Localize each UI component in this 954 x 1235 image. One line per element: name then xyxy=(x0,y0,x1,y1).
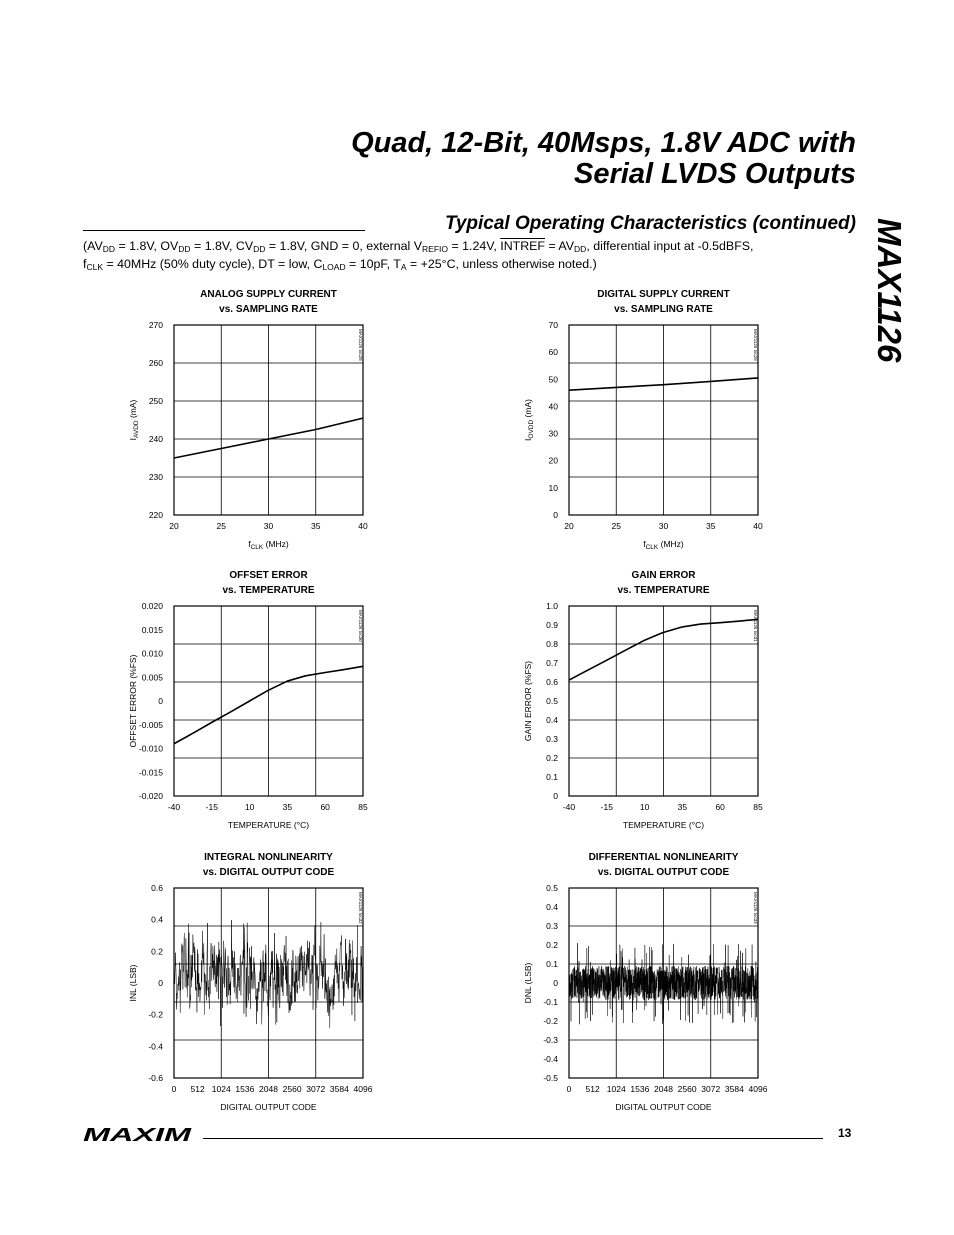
chart-code: MAX1126 toc30 xyxy=(358,610,363,642)
x-tick-label: 20 xyxy=(169,521,179,531)
x-tick-label: 512 xyxy=(585,1084,600,1094)
chart-title-line-1: INTEGRAL NONLINEARITY xyxy=(204,852,333,863)
title-line-2: Serial LVDS Outputs xyxy=(574,158,856,190)
x-tick-label: 2560 xyxy=(282,1084,302,1094)
y-tick-label: 0.3 xyxy=(546,734,558,744)
y-tick-label: 0.4 xyxy=(546,902,558,912)
footer-rule xyxy=(203,1138,823,1139)
y-tick-label: -0.1 xyxy=(543,997,558,1007)
x-tick-label: 20 xyxy=(564,521,574,531)
x-tick-label: 85 xyxy=(358,802,368,812)
x-tick-label: 60 xyxy=(715,802,725,812)
x-tick-label: 2560 xyxy=(677,1084,697,1094)
y-tick-label: -0.3 xyxy=(543,1035,558,1045)
x-tick-label: 4096 xyxy=(353,1084,373,1094)
y-axis-label: $I_{AVDD}$ (mA) xyxy=(128,399,140,441)
y-tick-label: 0.015 xyxy=(141,624,163,635)
y-tick-label: 270 xyxy=(148,320,163,330)
y-axis-label: $I_{OVDD}$ (mA) xyxy=(523,399,535,441)
chart-title-line-2: vs. DIGITAL OUTPUT CODE xyxy=(202,867,335,878)
chart-title-line-2: vs. TEMPERATURE xyxy=(617,585,710,596)
x-tick-label: 3072 xyxy=(306,1084,326,1094)
chart-gain-error xyxy=(517,566,767,836)
x-axis-label: DIGITAL OUTPUT CODE xyxy=(220,1102,317,1112)
x-tick-label: 1536 xyxy=(235,1084,255,1094)
chart-code: MAX1126 toc32 xyxy=(358,892,363,924)
section-rule xyxy=(83,230,365,231)
x-tick-label: 3584 xyxy=(329,1084,349,1094)
y-tick-label: 0 xyxy=(158,696,163,706)
x-tick-label: -15 xyxy=(205,802,218,812)
chart-integral-nonlinearity-plot xyxy=(122,848,372,1118)
y-tick-label: 240 xyxy=(148,434,163,444)
side-part-number-text: MAX1126 xyxy=(871,218,908,363)
y-tick-label: 0.4 xyxy=(546,715,558,725)
y-tick-label: 70 xyxy=(548,320,558,330)
x-tick-label: 2048 xyxy=(259,1084,278,1094)
y-tick-label: -0.020 xyxy=(138,791,163,801)
chart-integral-nonlinearity xyxy=(122,848,372,1118)
y-axis-label: DNL (LSB) xyxy=(523,962,533,1004)
y-tick-label: 250 xyxy=(148,396,163,406)
y-tick-label: 0 xyxy=(158,978,163,988)
y-tick-label: -0.5 xyxy=(543,1073,558,1083)
x-tick-label: 1024 xyxy=(211,1084,231,1094)
x-tick-label: 25 xyxy=(216,521,226,531)
chart-differential-nonlinearity-plot xyxy=(517,848,767,1118)
chart-title-line-2: vs. SAMPLING RATE xyxy=(219,304,318,315)
x-tick-label: 1024 xyxy=(606,1084,626,1094)
chart-code: MAX1126 toc29 xyxy=(753,329,758,361)
y-axis-label: OFFSET ERROR (%FS) xyxy=(128,654,138,748)
x-tick-label: 3072 xyxy=(701,1084,721,1094)
chart-title-line-1: ANALOG SUPPLY CURRENT xyxy=(200,289,337,300)
chart-digital-supply-current xyxy=(517,285,767,555)
maxim-logo-text: MAXIM xyxy=(83,1125,193,1143)
chart-title-line-1: GAIN ERROR xyxy=(631,570,696,581)
chart-title-line-2: vs. TEMPERATURE xyxy=(222,585,315,596)
x-tick-label: -40 xyxy=(562,802,576,812)
y-tick-label: 260 xyxy=(148,358,163,368)
chart-title-line-1: DIGITAL SUPPLY CURRENT xyxy=(597,289,730,300)
x-tick-label: 512 xyxy=(190,1084,205,1094)
document-title xyxy=(351,128,856,190)
chart-code: MAX1126 toc33 xyxy=(753,892,758,924)
y-tick-label: 0.5 xyxy=(546,696,558,706)
y-tick-label: -0.4 xyxy=(543,1054,558,1064)
x-tick-label: 30 xyxy=(263,521,274,531)
y-tick-label: 230 xyxy=(148,472,163,482)
y-tick-label: 0.005 xyxy=(141,672,163,683)
chart-analog-supply-current xyxy=(122,285,372,555)
y-tick-label: 0.5 xyxy=(546,883,558,893)
y-tick-label: 0.6 xyxy=(151,883,163,893)
y-tick-label: 0.8 xyxy=(546,639,558,649)
y-tick-label: 0.9 xyxy=(546,620,558,630)
operating-conditions xyxy=(83,237,856,273)
chart-offset-error-plot xyxy=(122,566,372,836)
y-tick-label: 1.0 xyxy=(546,601,558,611)
y-tick-label: 0.2 xyxy=(546,753,558,763)
y-tick-label: 0.1 xyxy=(546,772,558,782)
chart-title-line-1: OFFSET ERROR xyxy=(229,570,308,581)
y-tick-label: 0.3 xyxy=(546,921,558,931)
x-tick-label: 25 xyxy=(611,521,621,531)
x-tick-label: 2048 xyxy=(654,1084,673,1094)
x-tick-label: 40 xyxy=(358,521,368,531)
y-tick-label: -0.6 xyxy=(148,1073,163,1083)
x-axis-label: DIGITAL OUTPUT CODE xyxy=(615,1102,712,1112)
chart-offset-error xyxy=(122,566,372,836)
y-tick-label: -0.4 xyxy=(148,1041,163,1052)
y-tick-label: 0.1 xyxy=(546,959,558,969)
section-title: Typical Operating Characteristics (continued) xyxy=(444,213,856,234)
x-tick-label: 4096 xyxy=(748,1084,768,1094)
y-tick-label: 0.2 xyxy=(151,946,163,957)
chart-differential-nonlinearity xyxy=(517,848,767,1118)
y-tick-label: 30 xyxy=(548,428,558,439)
y-tick-label: 60 xyxy=(548,347,558,358)
x-tick-label: 0 xyxy=(171,1084,177,1094)
x-tick-label: 35 xyxy=(706,521,716,531)
chart-title-line-2: vs. DIGITAL OUTPUT CODE xyxy=(597,867,730,878)
chart-title-line-1: DIFFERENTIAL NONLINEARITY xyxy=(588,852,739,863)
y-tick-label: -0.010 xyxy=(138,743,163,754)
y-tick-label: 0.020 xyxy=(141,601,163,611)
y-axis-label: GAIN ERROR (%FS) xyxy=(523,660,533,742)
conditions-line-1: ($AV_{DD} = 1.8V$, $OV_{DD} = 1.8V$, $CV_{DD} = 1.8V$, GND = 0, external $V_{REFIO} = 1.24V$, INTREF = $AV_{DD}$, differential input at -0.5dBFS, xyxy=(83,239,754,254)
x-tick-label: 60 xyxy=(320,802,330,812)
x-tick-label: 40 xyxy=(753,521,763,531)
chart-digital-supply-current-plot xyxy=(517,285,767,555)
x-tick-label: 85 xyxy=(753,802,763,812)
y-tick-label: 220 xyxy=(148,510,163,520)
x-axis-label: $f_{CLK}$ (MHz) xyxy=(248,539,289,551)
x-tick-label: -15 xyxy=(600,802,613,812)
x-tick-label: 30 xyxy=(658,521,669,531)
x-tick-label: 35 xyxy=(282,802,293,812)
y-tick-label: 10 xyxy=(548,482,558,493)
y-tick-label: 50 xyxy=(548,374,558,385)
y-tick-label: -0.2 xyxy=(148,1009,163,1020)
y-tick-label: 40 xyxy=(548,401,558,412)
x-tick-label: 0 xyxy=(566,1084,572,1094)
y-tick-label: 0.7 xyxy=(546,658,558,668)
y-tick-label: 0.4 xyxy=(151,914,163,925)
chart-code: MAX1126 toc28 xyxy=(358,329,363,361)
maxim-logo xyxy=(83,1125,193,1143)
x-tick-label: 10 xyxy=(639,802,650,812)
y-tick-label: -0.005 xyxy=(138,719,163,730)
page-number: 13 xyxy=(838,1126,852,1140)
x-axis-label: $f_{CLK}$ (MHz) xyxy=(643,539,684,551)
x-tick-label: -40 xyxy=(167,802,181,812)
chart-code: MAX1126 toc31 xyxy=(753,610,758,642)
x-tick-label: 3584 xyxy=(724,1084,744,1094)
conditions-line-2: $f_{CLK} = 40MHz$ (50% duty cycle), DT = low, $C_{LOAD} = 10pF$, $T_A = +25^\circ C$, unless otherwise noted.) xyxy=(83,257,597,272)
y-tick-label: 0 xyxy=(553,791,558,801)
x-tick-label: 35 xyxy=(677,802,688,812)
y-tick-label: 0.6 xyxy=(546,677,558,687)
chart-analog-supply-current-plot xyxy=(122,285,372,555)
y-tick-label: -0.2 xyxy=(543,1016,558,1026)
y-tick-label: 0 xyxy=(553,510,558,520)
y-tick-label: 0.010 xyxy=(141,648,163,659)
y-tick-label: 0 xyxy=(553,978,558,988)
x-axis-label: TEMPERATURE (°C) xyxy=(622,820,705,830)
y-tick-label: 0.2 xyxy=(546,940,558,950)
x-axis-label: TEMPERATURE (°C) xyxy=(227,820,310,830)
y-tick-label: 20 xyxy=(548,455,558,466)
y-tick-label: -0.015 xyxy=(138,767,163,778)
chart-title-line-2: vs. SAMPLING RATE xyxy=(614,304,713,315)
x-tick-label: 35 xyxy=(311,521,321,531)
x-tick-label: 10 xyxy=(244,802,255,812)
side-part-number xyxy=(868,218,908,378)
chart-gain-error-plot xyxy=(517,566,767,836)
title-line-1: Quad, 12-Bit, 40Msps, 1.8V ADC with xyxy=(351,127,856,159)
y-axis-label: INL (LSB) xyxy=(128,964,138,1002)
x-tick-label: 1536 xyxy=(630,1084,650,1094)
